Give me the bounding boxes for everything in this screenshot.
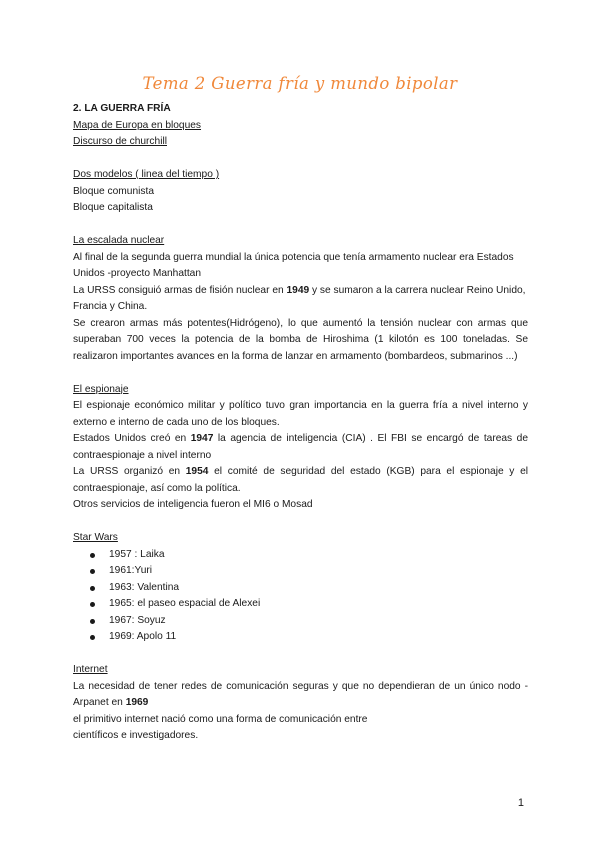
list-item: 1961:Yuri [73, 563, 528, 580]
page-number: 1 [517, 797, 524, 809]
espionaje-p4: Otros servicios de inteligencia fueron el MI6 o Mosad [73, 499, 313, 510]
escalada-p2-line1: La URSS consiguió armas de fisión nuclear en 1949 y se sumaron a la carrera nuclear Reino Unido, [73, 284, 526, 296]
year-1954: 1954 [185, 466, 209, 477]
internet-line2: Arpanet en 1969 [73, 697, 149, 708]
espionaje-p1-line1: El espionaje económico militar y político tuvo gran importancia en la guerra fría a nivel interno y [73, 400, 528, 411]
year-1949: 1949 [286, 284, 310, 296]
list-item: 1963: Valentina [73, 580, 528, 597]
dos-modelos-heading: Dos modelos ( linea del tiempo ) [73, 169, 220, 180]
escalada-p3-line1: Se crearon armas más potentes(Hidrógeno), lo que aumentó la tensión nuclear con armas que [73, 317, 528, 329]
espionaje-p2-line2: contraespionaje a nivel interno [73, 449, 212, 461]
bullet-icon [90, 635, 95, 640]
list-item: 1969: Apolo 11 [73, 629, 528, 646]
internet-heading: Internet [73, 664, 108, 675]
espionaje-heading: El espionaje [73, 383, 129, 395]
bullet-icon [90, 569, 95, 574]
escalada-p3-line2: superaban 700 veces la potencia de la bomba de Hiroshima (1 kilotón es 100 toneladas. Se [73, 334, 528, 345]
escalada-p2-line2: Francia y China. [73, 301, 148, 312]
escalada-heading: La escalada nuclear [73, 235, 165, 246]
bullet-icon [90, 586, 95, 591]
espionaje-p3-line1: La URSS organizó en 1954 el comité de seguridad del estado (KGB) para el espionaje y el [73, 466, 529, 477]
espionaje-p3-line2: contraespionaje, así como la política. [73, 482, 241, 494]
star-wars-heading: Star Wars [73, 532, 118, 543]
list-item: 1965: el paseo espacial de Alexei [73, 596, 528, 613]
escalada-p3-line3: realizaron importantes avances en la forma de lanzar en armamento (bombardeos, submarinos ...) [73, 350, 518, 362]
internet-line1: La necesidad de tener redes de comunicación seguras y que no dependieran de un único nodo - [73, 680, 528, 692]
list-item: 1957 : Laika [73, 547, 528, 564]
internet-line3: el primitivo internet nació como una forma de comunicación entre [73, 713, 368, 725]
document-title: Tema 2 Guerra fría y mundo bipolar [142, 74, 458, 93]
link-discurso-churchill[interactable]: Discurso de churchill [73, 136, 167, 147]
document-body [73, 101, 528, 745]
year-1969: 1969 [125, 697, 149, 708]
escalada-p1-line1: Al final de la segunda guerra mundial la única potencia que tenía armamento nuclear era Estados [73, 251, 514, 263]
bullet-icon [90, 619, 95, 624]
bullet-icon [90, 602, 95, 607]
espionaje-p1-line2: externo e interno de cada uno de los bloques. [73, 416, 280, 428]
escalada-p1-line2: Unidos -proyecto Manhattan [73, 268, 201, 279]
section-heading: 2. LA GUERRA FRÍA [73, 103, 171, 114]
dos-modelos-item: Bloque capitalista [73, 202, 153, 213]
list-item: 1967: Soyuz [73, 613, 528, 630]
internet-line4: científicos e investigadores. [73, 730, 199, 741]
dos-modelos-item: Bloque comunista [73, 185, 154, 197]
year-1947: 1947 [190, 433, 214, 444]
bullet-icon [90, 553, 95, 558]
star-wars-list [73, 547, 528, 646]
link-mapa-europa[interactable]: Mapa de Europa en bloques [73, 119, 202, 131]
espionaje-p2-line1: Estados Unidos creó en 1947 la agencia de inteligencia (CIA) . El FBI se encargó de tareas de [73, 433, 528, 444]
